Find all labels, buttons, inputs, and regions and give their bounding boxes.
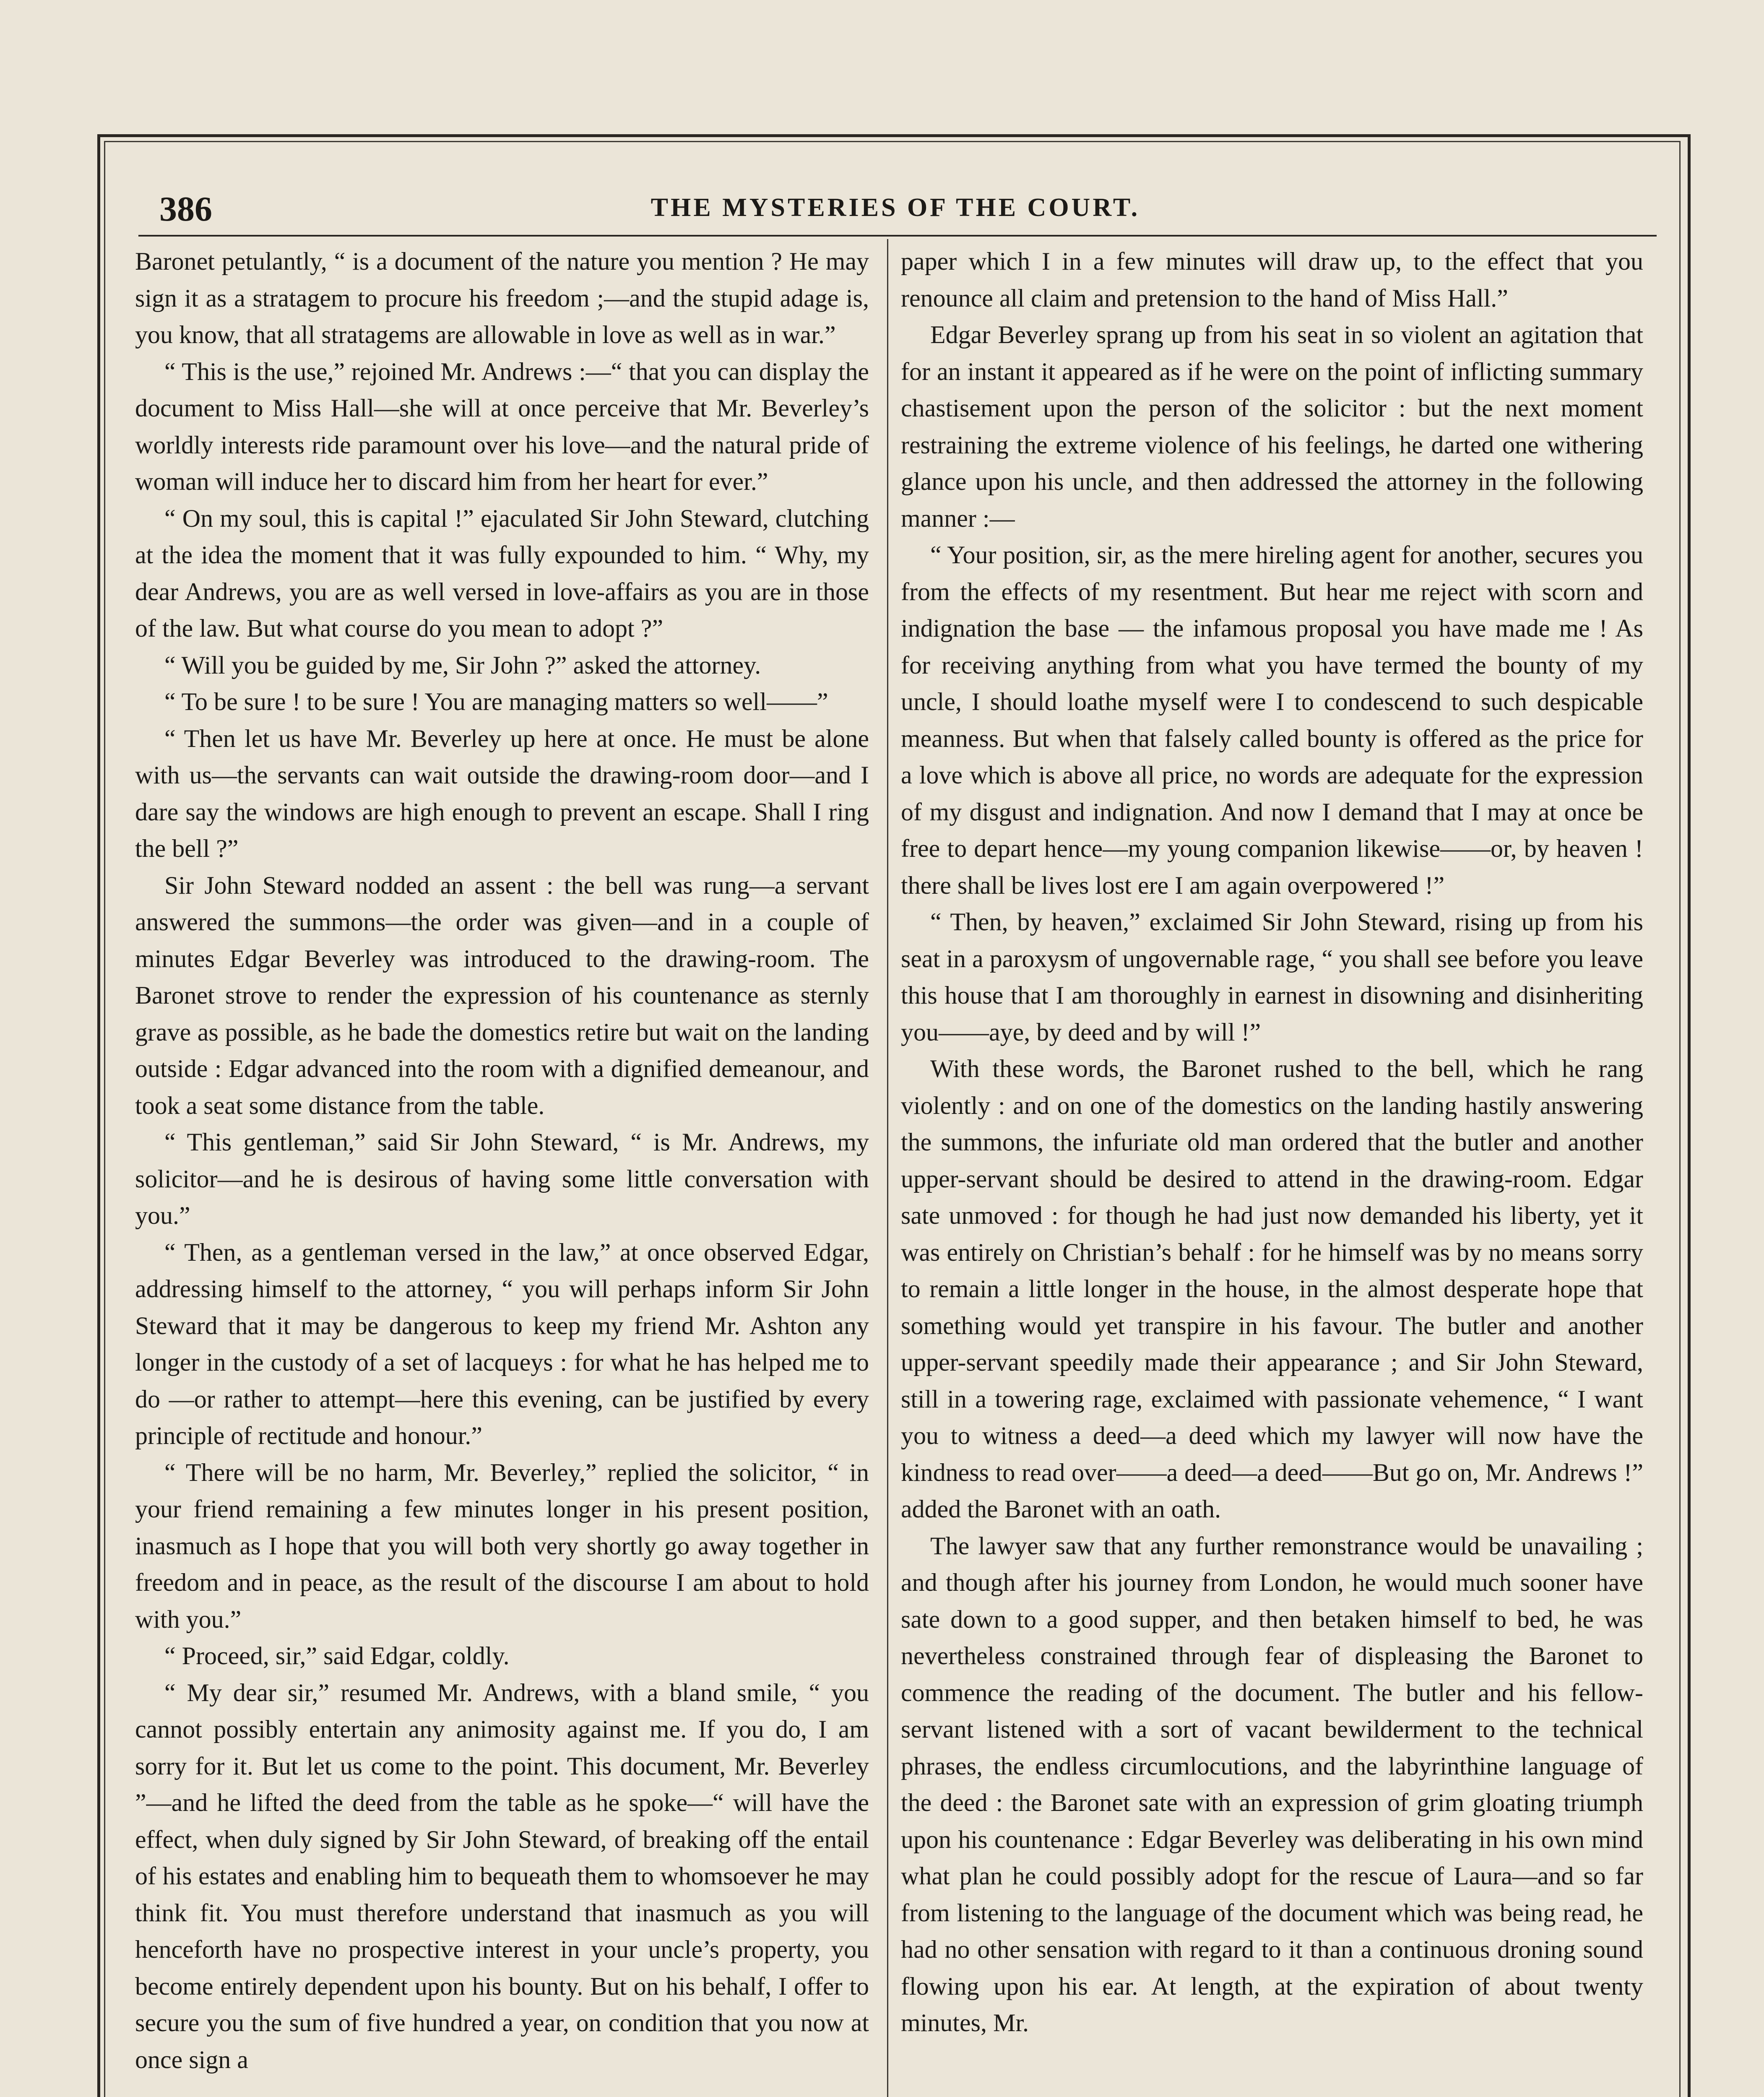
- paragraph: “ To be sure ! to be sure ! You are managing matters so well——”: [164, 688, 828, 715]
- page-header: [126, 185, 1665, 231]
- header-rule: [138, 235, 1657, 237]
- left-column: [135, 243, 869, 2078]
- paragraph: “ There will be no harm, Mr. Beverley,” replied the solicitor, “ in your friend remaining a few minutes longer in his present position, inasmuch as I hope that you will both very shortly go away together in freedom and in peace, as the result of the discourse I am about to hold with you.”: [135, 1458, 869, 1633]
- paragraph: “ This is the use,” rejoined Mr. Andrews :—“ that you can display the document to Miss Hall—she will at once perceive that Mr. Beverley’s worldly interests ride paramount over his love—and the natural pride of woman will induce her to discard him from her heart for ever.”: [135, 357, 869, 495]
- paragraph: “ On my soul, this is capital !” ejaculated Sir John Steward, clutching at the idea the moment that it was fully expounded to him. “ Why, my dear Andrews, you are as well versed in love-affairs as you are in those of the law. But what course do you mean to adopt ?”: [135, 504, 869, 642]
- paragraph: Sir John Steward nodded an assent : the bell was rung—a servant answered the summons—the order was given—and in a couple of minutes Edgar Beverley was introduced to the drawing-room. The Baronet strove to render the expression of his countenance as sternly grave as possible, as he bade the domestics retire but wait on the landing outside : Edgar advanced into the room with a dignified demeanour, and took a seat some distance from the table.: [135, 871, 869, 1119]
- paragraph: “ Then, by heaven,” exclaimed Sir John Steward, rising up from his seat in a paroxysm of ungovernable rage, “ you shall see before you leave this house that I am thoroughly in earnest in disowning and disinheriting you——aye, by deed and by will !”: [901, 908, 1643, 1046]
- paragraph: “ Then, as a gentleman versed in the law,” at once observed Edgar, addressing himself to the attorney, “ you will perhaps inform Sir John Steward that it may be dangerous to keep my friend Mr. Ashton any longer in the custody of a set of lacqueys : for what he has helped me to do —or rather to attempt—here this evening, can be justified by every principle of rectitude and honour.”: [135, 1238, 869, 1449]
- paragraph: “ Proceed, sir,” said Edgar, coldly.: [164, 1642, 510, 1670]
- paragraph: Edgar Beverley sprang up from his seat in so violent an agitation that for an instant it appeared as if he were on the point of inflicting summary chastisement upon the person of the solicitor : but the next moment restraining the extreme violence of his feelings, he darted one withering glance upon his uncle, and then addressed the attorney in the following manner :—: [901, 321, 1643, 532]
- paragraph: The lawyer saw that any further remonstrance would be unavailing ; and though after his journey from London, he would much sooner have sate down to a good supper, and then betaken himself to bed, he was nevertheless constrained through fear of displeasing the Baronet to commence the reading of the document. The butler and his fellow-servant listened with a sort of vacant bewilderment to the technical phrases, the endless circumlocutions, and the labyrinthine language of the deed : the Baronet sate with an expression of grim gloating triumph upon his countenance : Edgar Beverley was deliberating in his own mind what plan he could possibly adopt for the rescue of Laura—and so far from listening to the language of the document which was being read, he had no other sensation with regard to it than a continuous droning sound flowing upon his ear. At length, at the expiration of about twenty minutes, Mr.: [901, 1532, 1643, 2037]
- paragraph: Baronet petulantly, “ is a document of the nature you mention ? He may sign it as a stratagem to procure his freedom ;—and the stupid adage is, you know, that all stratagems are allowable in love as well as in war.”: [135, 247, 869, 349]
- running-title: THE MYSTERIES OF THE COURT.: [650, 193, 1140, 222]
- paragraph: paper which I in a few minutes will draw up, to the effect that you renounce all claim and pretension to the hand of Miss Hall.”: [901, 247, 1643, 312]
- column-divider: [887, 239, 888, 2097]
- paragraph: “ My dear sir,” resumed Mr. Andrews, with a bland smile, “ you cannot possibly entertain any animosity against me. If you do, I am sorry for it. But let us come to the point. This document, Mr. Beverley ”—and he lifted the deed from the table as he spoke—“ will have the effect, when duly signed by Sir John Steward, of breaking off the entail of his estates and enabling him to bequeath them to whomsoever he may think fit. You must therefore understand that inasmuch as you will henceforth have no prospective interest in your uncle’s property, you become entirely dependent upon his bounty. But on his behalf, I offer to secure you the sum of five hundred a year, on condition that you now at once sign a: [135, 1678, 869, 2074]
- paragraph: “ Will you be guided by me, Sir John ?” asked the attorney.: [164, 651, 761, 679]
- paragraph: “ Then let us have Mr. Beverley up here at once. He must be alone with us—the servants can wait outside the drawing-room door—and I dare say the windows are high enough to prevent an escape. Shall I ring the bell ?”: [135, 724, 869, 862]
- paragraph: “ Your position, sir, as the mere hireling agent for another, secures you from the effects of my resentment. But hear me reject with scorn and indignation the base — the infamous proposal you have made me ! As for receiving anything from what you have termed the bounty of my uncle, I should loathe myself were I to condescend to such despicable meanness. But when that falsely called bounty is offered as the price for a love which is above all price, no words are adequate for the expression of my disgust and indignation. And now I demand that I may at once be free to depart hence—my young companion likewise——or, by heaven ! there shall be lives lost ere I am again overpowered !”: [901, 541, 1643, 899]
- paragraph: “ This gentleman,” said Sir John Steward, “ is Mr. Andrews, my solicitor—and he is desirous of having some little conversation with you.”: [135, 1128, 869, 1229]
- paragraph: With these words, the Baronet rushed to the bell, which he rang violently : and on one of the domestics on the landing hastily answering the summons, the infuriate old man ordered that the butler and another upper-servant should be desired to attend in the drawing-room. Edgar sate unmoved : for though he had just now demanded his liberty, yet it was entirely on Christian’s behalf : for he himself was by no means sorry to remain a little longer in the house, in the almost desperate hope that something would yet transpire in his favour. The butler and another upper-servant speedily made their appearance ; and Sir John Steward, still in a towering rage, exclaimed with passionate vehemence, “ I want you to witness a deed—a deed which my lawyer will now have the kindness to read over——a deed—a deed——But go on, Mr. Andrews !” added the Baronet with an oath.: [901, 1055, 1643, 1523]
- page-number: 386: [159, 190, 212, 229]
- right-column: [901, 243, 1643, 2042]
